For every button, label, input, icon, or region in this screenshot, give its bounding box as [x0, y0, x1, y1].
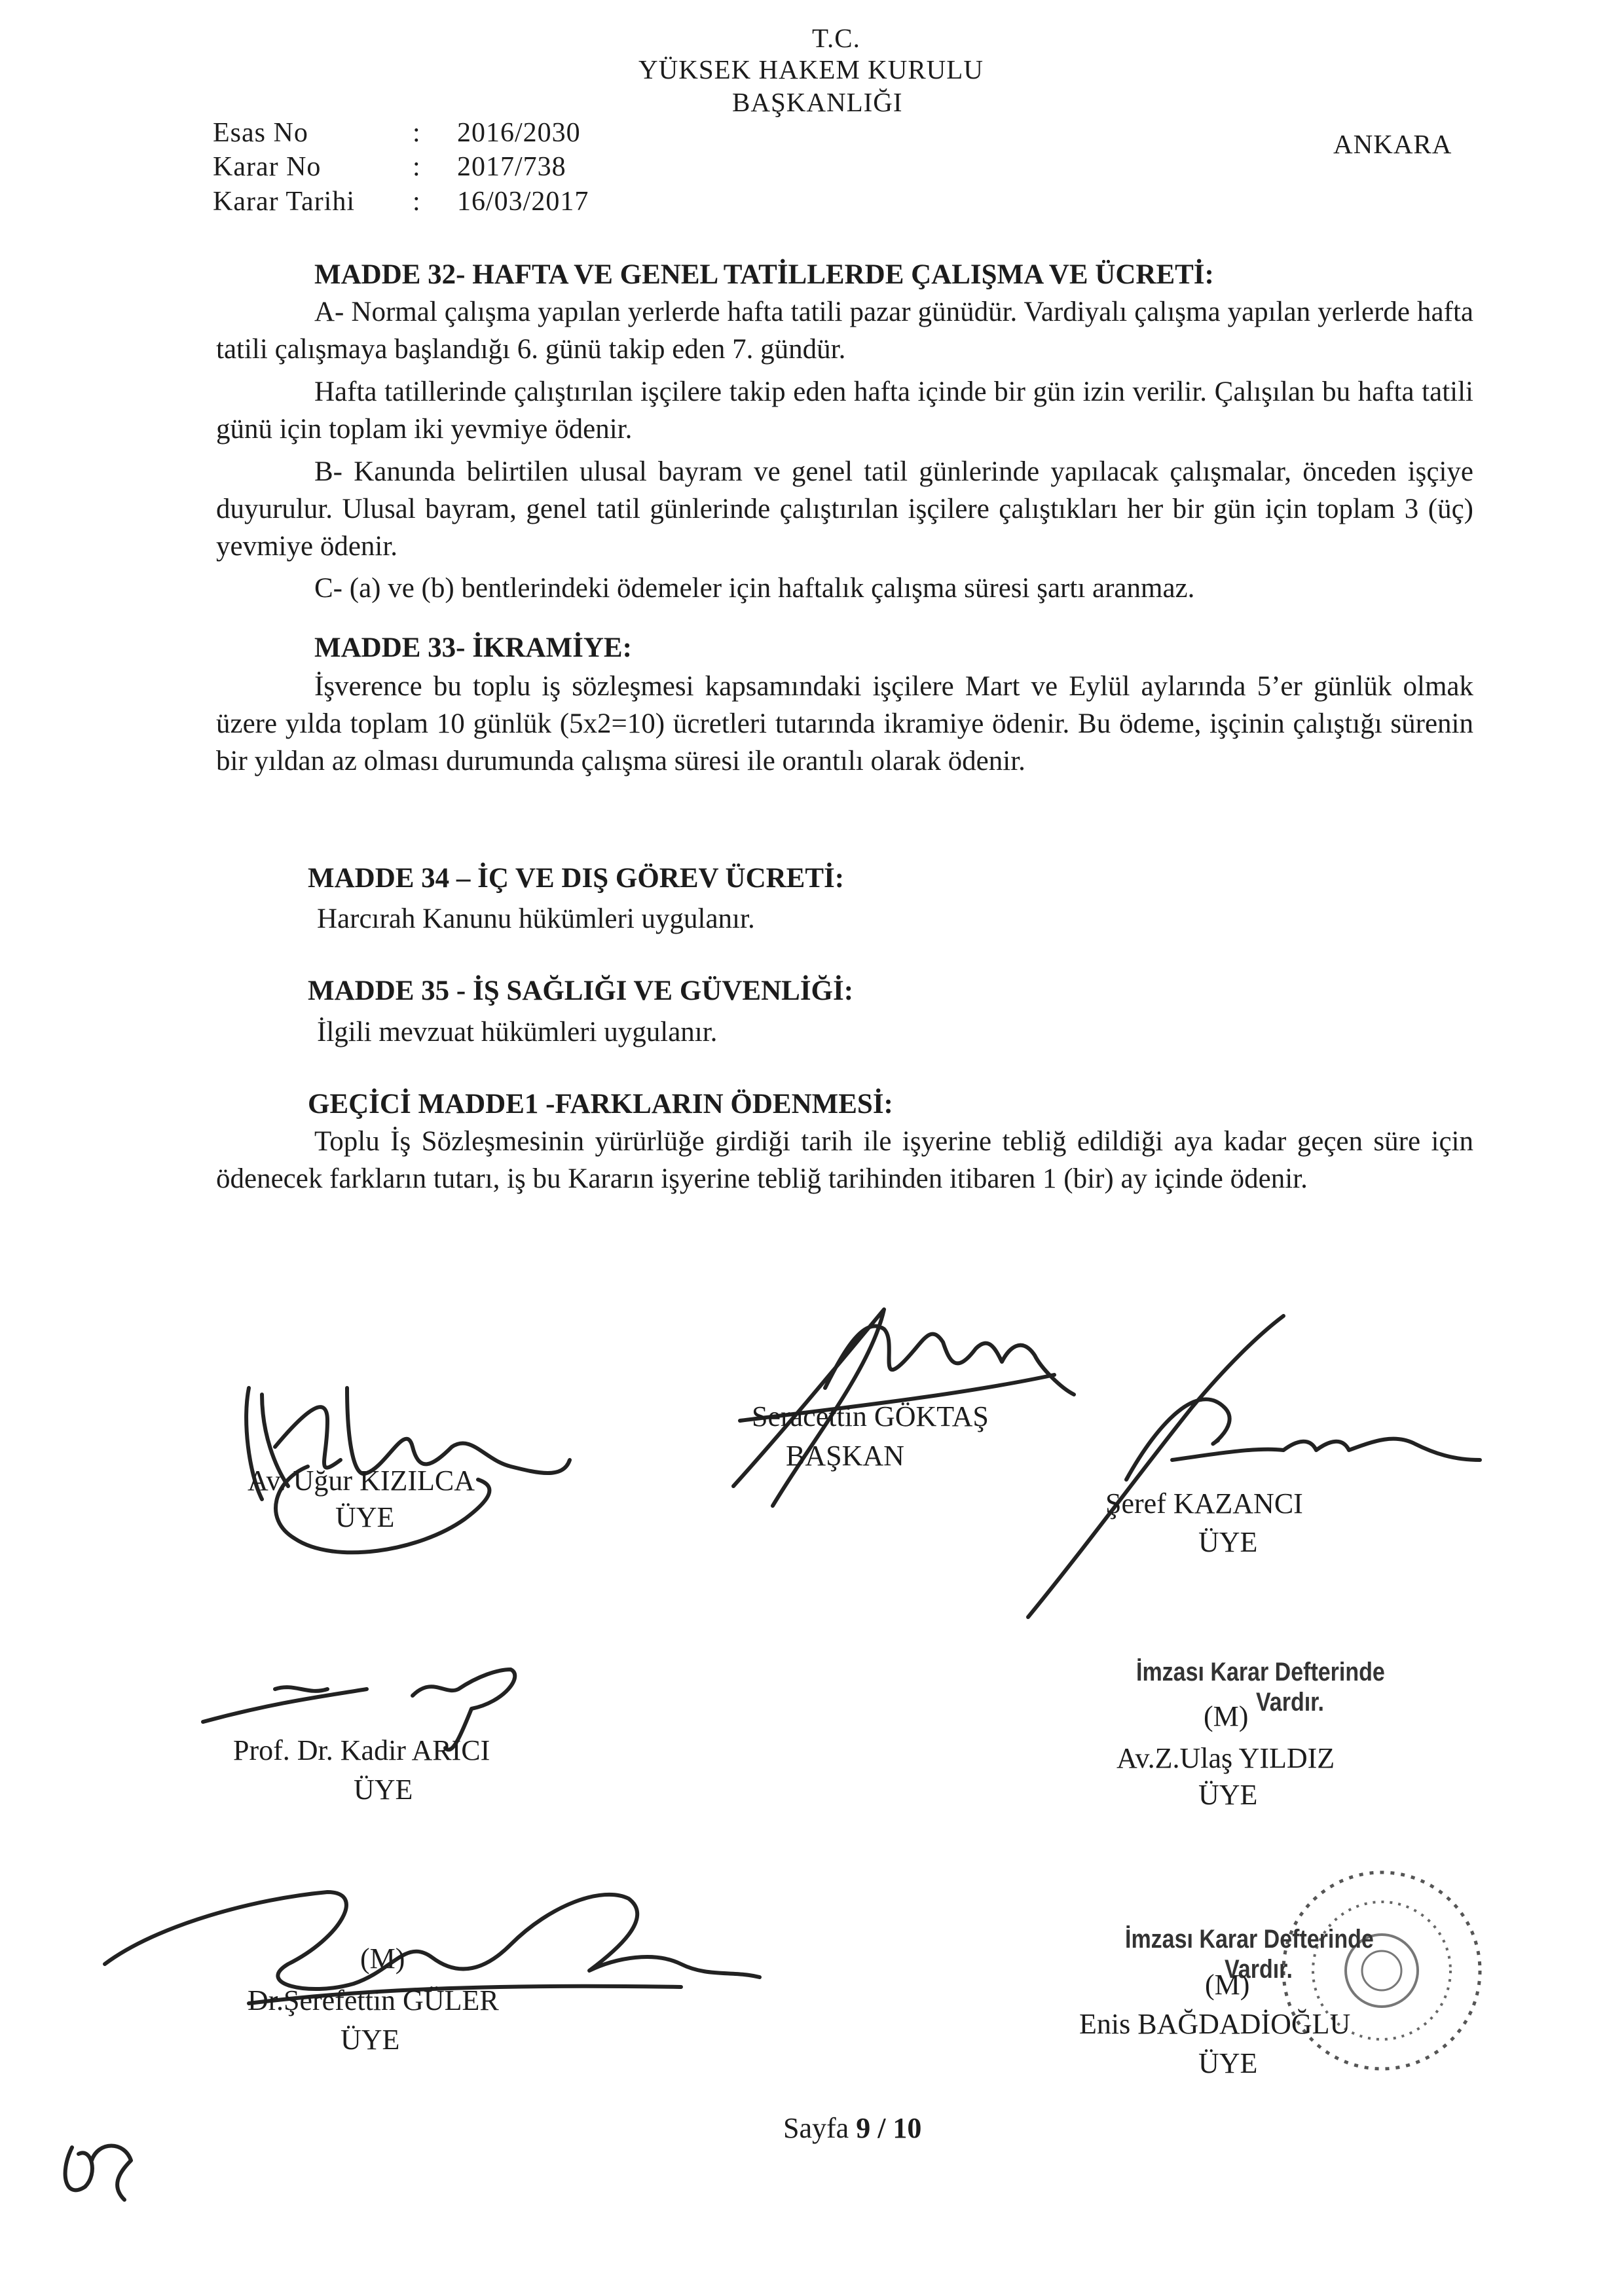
article-33-title: MADDE 33- İKRAMİYE:	[314, 632, 632, 663]
meta-tarih-value: 16/03/2017	[457, 187, 589, 217]
signatory-president-name: Seracettin GÖKTAŞ	[752, 1400, 989, 1432]
page-number	[783, 2111, 921, 2145]
article-34-title: MADDE 34 – İÇ VE DIŞ GÖREV ÜCRETİ:	[308, 863, 845, 894]
handwritten-page-mark	[52, 2121, 144, 2213]
signatory-bagdadioglu-role: ÜYE	[1198, 2047, 1258, 2079]
meta-tarih-sep: :	[413, 187, 421, 217]
signatory-guler-name: Dr.Şerefettin GÜLER	[248, 1984, 499, 2016]
signatory-president-role: BAŞKAN	[786, 1440, 904, 1472]
signatory-bagdadioglu-note: İmzası Karar Defterinde	[1125, 1925, 1374, 1954]
signatory-yildiz-note: İmzası Karar Defterinde	[1136, 1658, 1385, 1686]
meta-karar-label: Karar No	[213, 152, 322, 182]
page-separator: /	[877, 2112, 886, 2144]
article-32-title: MADDE 32- HAFTA VE GENEL TATİLLERDE ÇALIŞMA VE ÜCRETİ:	[314, 259, 1214, 290]
header-tc: T.C.	[812, 23, 860, 53]
signatory-arici-name: Prof. Dr. Kadir ARICI	[233, 1734, 490, 1766]
article-32-paragraph-b: B- Kanunda belirtilen ulusal bayram ve genel tatil günlerinde yapılacak çalışmalar, önceden işçiye duyurulur. Ulusal bayram, genel tatil günlerinde çalıştırılan işçilere çalıştıkları her bir gün için toplam 3 (üç) yevmiye ödenir.	[216, 456, 1473, 562]
meta-esas-value: 2016/2030	[457, 118, 581, 148]
signatory-kazanci-name: Şeref KAZANCI	[1105, 1487, 1303, 1520]
signatory-bagdadioglu-note-2: Vardır.	[1225, 1955, 1293, 1984]
meta-esas-sep: :	[413, 118, 421, 148]
signatory-yildiz-role: ÜYE	[1198, 1779, 1258, 1811]
signatory-arici-role: ÜYE	[354, 1774, 413, 1806]
signatory-kizilca-name: Av. Uğur KIZILCA	[248, 1465, 475, 1497]
article-32-paragraph-a: A- Normal çalışma yapılan yerlerde hafta tatili pazar günüdür. Vardiyalı çalışma yapılan yerlerde hafta tatili çalışmaya başlandığı 6. günü takip eden 7. gündür.	[216, 297, 1473, 365]
header-department: BAŞKANLIĞI	[732, 87, 903, 117]
meta-tarih-label: Karar Tarihi	[213, 187, 356, 217]
signatory-yildiz-note-2: Vardır.	[1256, 1688, 1324, 1717]
article-32-paragraph-2: Hafta tatillerinde çalıştırılan işçilere takip eden hafta içinde bir gün izin verilir. Çalışılan bu hafta tatili günü için toplam iki yevmiye ödenir.	[216, 376, 1473, 445]
page-current: 9	[856, 2112, 871, 2144]
temporary-article-paragraph: Toplu İş Sözleşmesinin yürürlüğe girdiği tarih ile işyerine tebliğ edildiği aya kadar geçen süre için ödenecek farkların tutarı, iş bu Kararın işyerine tebliğ tarihinden itibaren 1 (bir) ay içinde ödenir.	[216, 1126, 1473, 1194]
official-seal	[1277, 1866, 1486, 2075]
signatory-bagdadioglu-mark: (M)	[1205, 1969, 1250, 2001]
article-32-paragraph-c: C- (a) ve (b) bentlerindeki ödemeler için haftalık çalışma süresi şartı aranmaz.	[314, 573, 1195, 604]
article-34-text: Harcırah Kanunu hükümleri uygulanır.	[317, 903, 755, 934]
signatory-kizilca-role: ÜYE	[335, 1501, 395, 1533]
signatory-kazanci-role: ÜYE	[1198, 1526, 1258, 1558]
signatory-yildiz-mark: (M)	[1204, 1700, 1249, 1732]
signatory-guler-mark: (M)	[360, 1942, 405, 1975]
header-city: ANKARA	[1333, 129, 1452, 159]
temporary-article-title: GEÇİCİ MADDE1 -FARKLARIN ÖDENMESİ:	[308, 1089, 893, 1120]
header-institution: YÜKSEK HAKEM KURULU	[638, 54, 984, 84]
meta-esas-label: Esas No	[213, 118, 308, 148]
signature-kazanci	[1008, 1309, 1506, 1624]
meta-karar-sep: :	[413, 152, 421, 182]
article-33-paragraph: İşverence bu toplu iş sözleşmesi kapsamındaki işçilere Mart ve Eylül aylarında 5’er günlük olmak üzere yılda toplam 10 günlük (5x2=10) ücretleri tutarında ikramiye ödenir. Bu ödeme, işçinin çalıştığı sürenin bir yıldan az olması durumunda çalışma süresi ile orantılı olarak ödenir.	[216, 671, 1473, 776]
article-35-text: İlgili mevzuat hükümleri uygulanır.	[317, 1017, 718, 1048]
page-total: 10	[893, 2112, 922, 2144]
signatory-bagdadioglu-name: Enis BAĞDADİOĞLU	[1079, 2008, 1351, 2040]
signatory-guler-role: ÜYE	[341, 2024, 400, 2056]
signatory-yildiz-name: Av.Z.Ulaş YILDIZ	[1116, 1742, 1335, 1774]
article-35-title: MADDE 35 - İŞ SAĞLIĞI VE GÜVENLİĞİ:	[308, 975, 854, 1006]
meta-karar-value: 2017/738	[457, 152, 566, 182]
page-label: Sayfa	[783, 2112, 849, 2144]
